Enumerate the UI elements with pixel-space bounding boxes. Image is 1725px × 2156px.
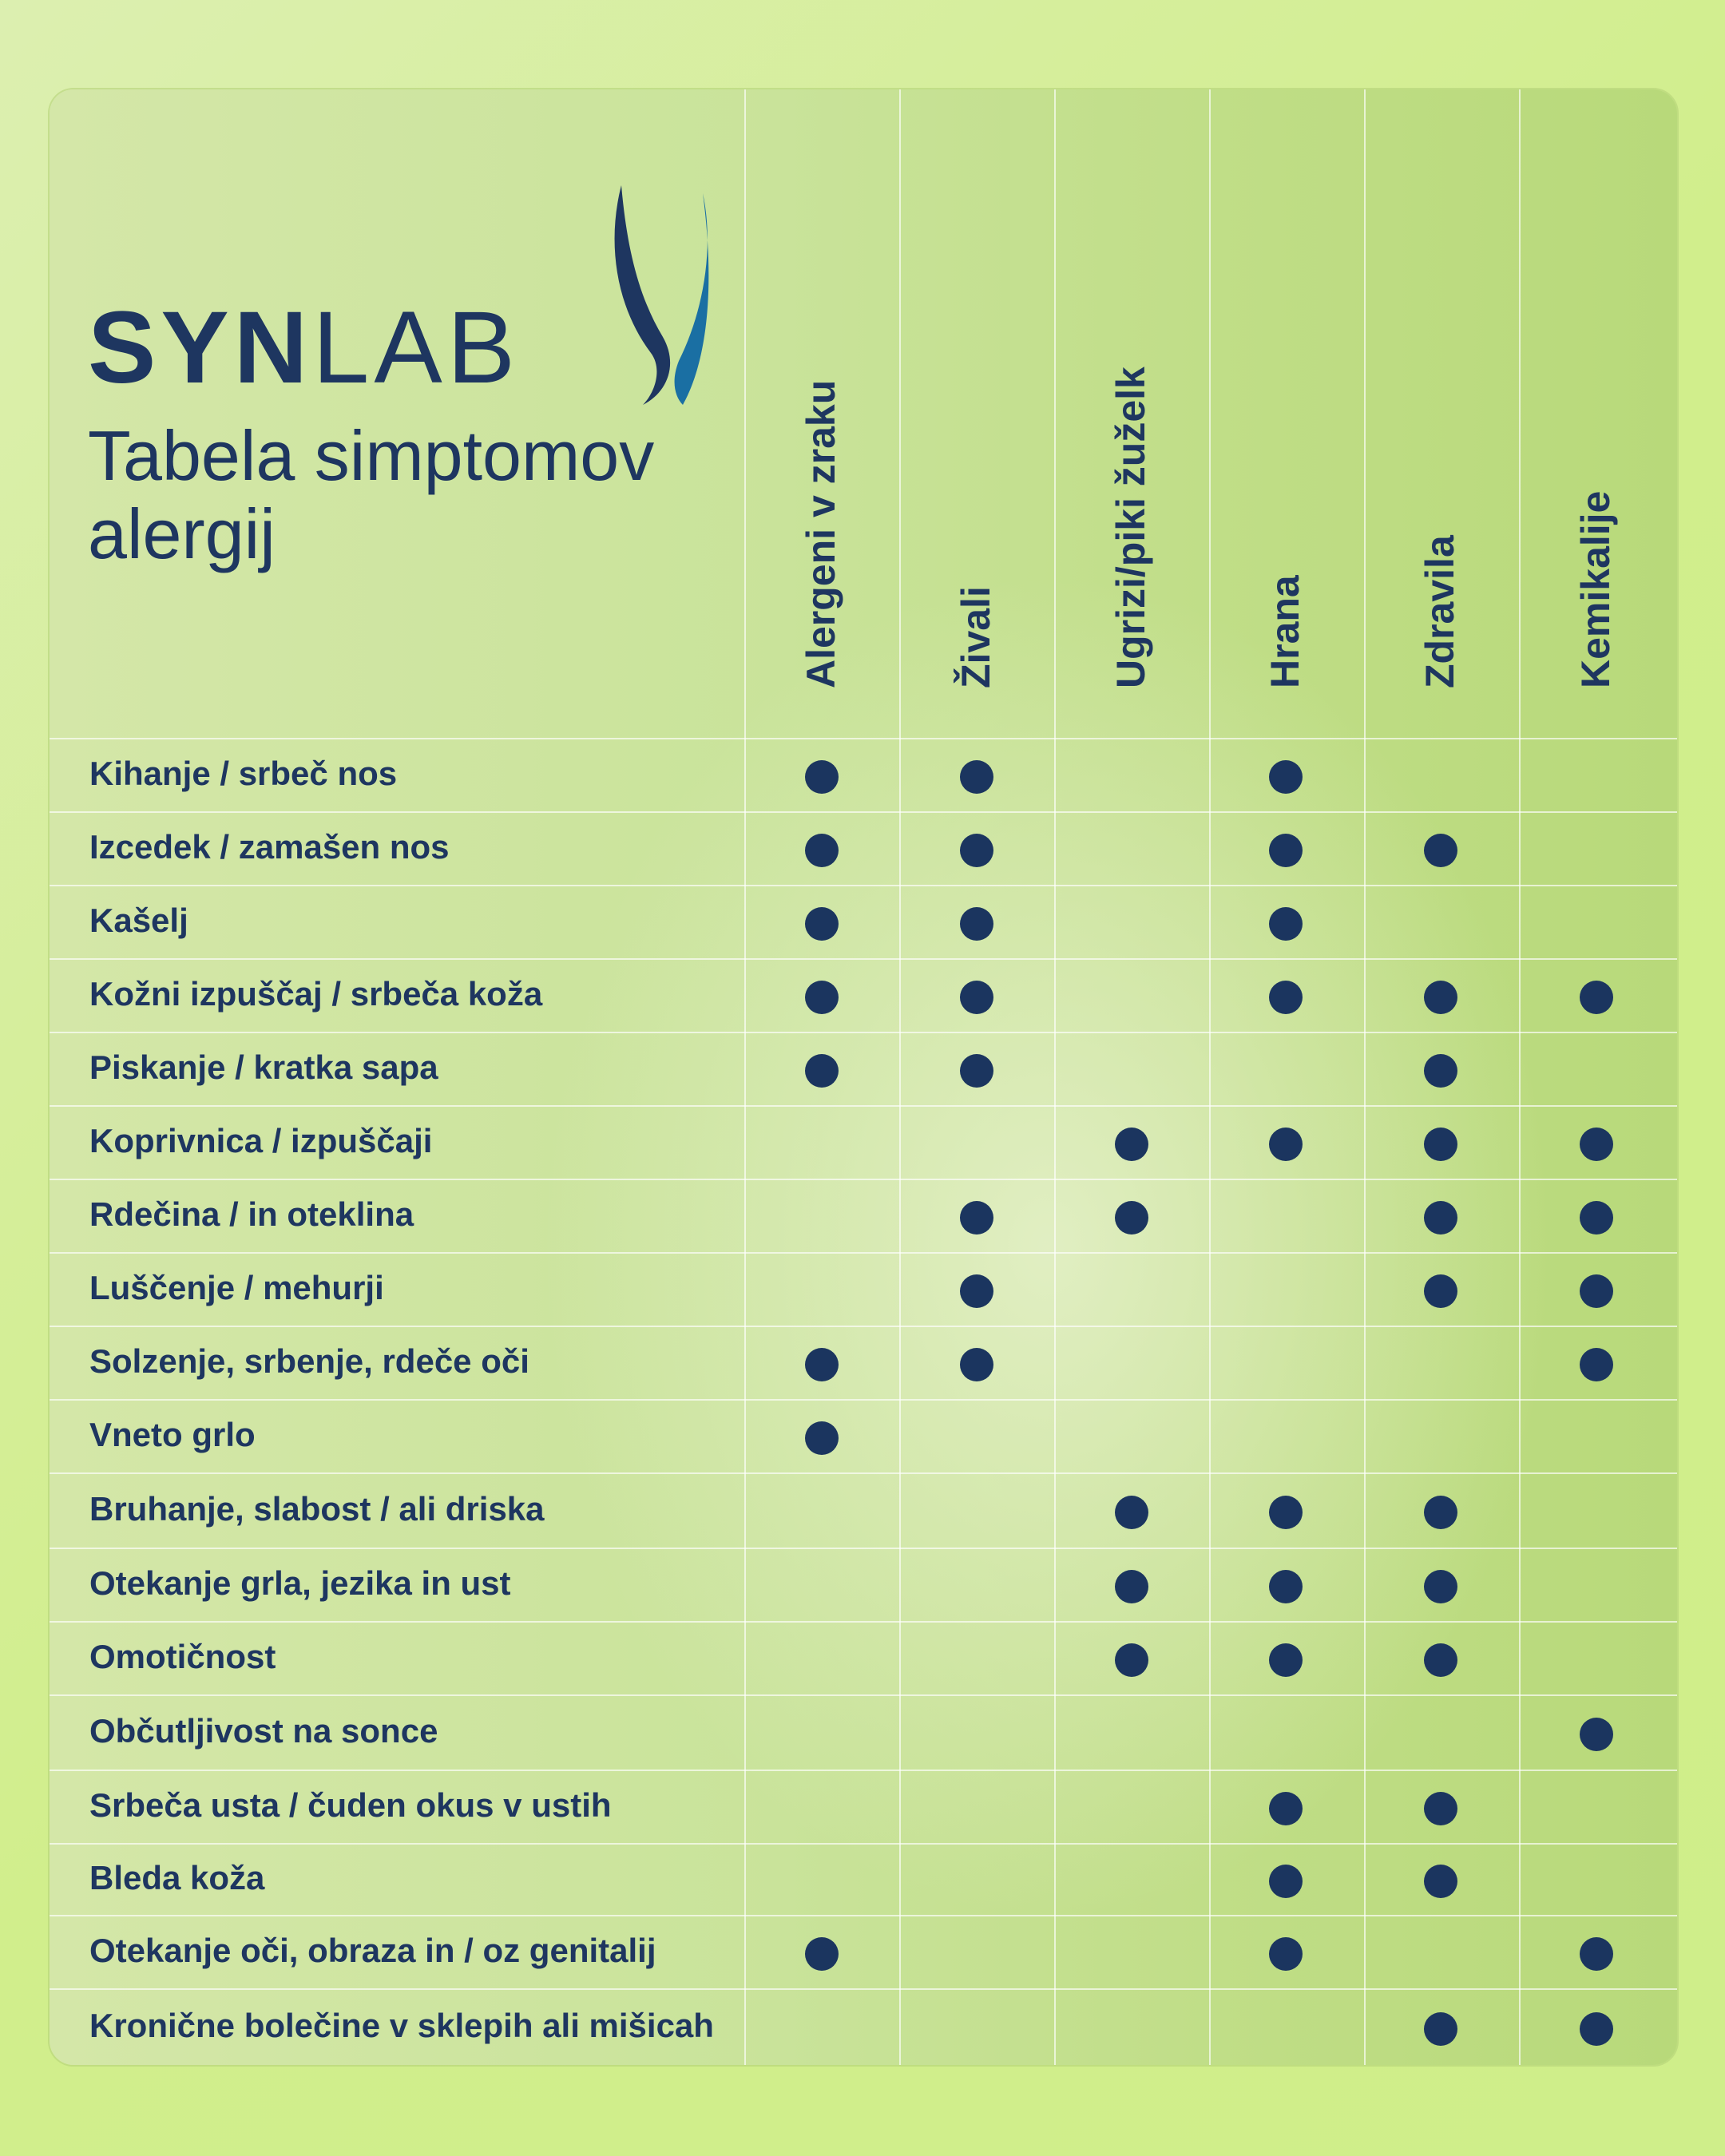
symptom-dot-icon	[1424, 1792, 1457, 1825]
symptom-dot-icon	[1424, 1201, 1457, 1235]
logo-wordmark: SYNLAB	[88, 291, 521, 405]
row-label: Solzenje, srbenje, rdeče oči	[89, 1342, 529, 1380]
row-label: Rdečina / in oteklina	[89, 1195, 414, 1233]
symptom-dot-icon	[1115, 1201, 1148, 1235]
symptom-dot-icon	[1424, 1128, 1457, 1161]
symptom-dot-icon	[960, 981, 993, 1014]
row-label: Omotičnost	[89, 1638, 276, 1675]
symptom-dot-icon	[1580, 1348, 1613, 1381]
row-divider	[50, 1843, 1677, 1845]
row-divider	[50, 1694, 1677, 1696]
symptom-dot-icon	[805, 1421, 839, 1455]
symptom-dot-icon	[1424, 2012, 1457, 2046]
column-divider	[744, 89, 746, 2065]
column-header-label: Ugrizi/piki žuželk	[1108, 367, 1153, 688]
row-divider	[50, 1032, 1677, 1033]
symptom-dot-icon	[805, 1348, 839, 1381]
symptom-dot-icon	[960, 760, 993, 794]
symptom-dot-icon	[960, 834, 993, 867]
row-label: Srbeča usta / čuden okus v ustih	[89, 1786, 612, 1824]
row-label: Kožni izpuščaj / srbeča koža	[89, 975, 543, 1013]
row-divider	[50, 1621, 1677, 1623]
column-divider	[1519, 89, 1521, 2065]
row-divider	[50, 1988, 1677, 1990]
row-divider	[50, 885, 1677, 886]
symptom-dot-icon	[805, 760, 839, 794]
symptom-dot-icon	[805, 1054, 839, 1088]
symptom-dot-icon	[960, 1274, 993, 1308]
row-label: Kronične bolečine v sklepih ali mišicah	[89, 2007, 714, 2044]
symptom-dot-icon	[1269, 981, 1303, 1014]
column-divider	[1364, 89, 1366, 2065]
symptom-dot-icon	[1424, 1054, 1457, 1088]
symptom-dot-icon	[960, 1348, 993, 1381]
row-divider	[50, 811, 1677, 813]
symptom-dot-icon	[805, 981, 839, 1014]
row-label: Kašelj	[89, 902, 188, 939]
row-label: Koprivnica / izpuščaji	[89, 1122, 433, 1159]
row-label: Izcedek / zamašen nos	[89, 828, 450, 866]
row-divider	[50, 958, 1677, 960]
symptom-dot-icon	[1580, 1201, 1613, 1235]
column-header-label: Živali	[954, 586, 998, 688]
symptom-dot-icon	[1269, 834, 1303, 867]
row-divider	[50, 1548, 1677, 1549]
symptom-dot-icon	[1580, 1937, 1613, 1971]
symptom-dot-icon	[1269, 1865, 1303, 1898]
row-label: Otekanje grla, jezika in ust	[89, 1564, 511, 1602]
symptom-dot-icon	[1269, 907, 1303, 941]
symptom-dot-icon	[1424, 1570, 1457, 1603]
column-header-label: Alergeni v zraku	[799, 379, 843, 688]
page-title: Tabela simptomov alergij	[88, 416, 655, 573]
column-divider	[1209, 89, 1211, 2065]
column-divider	[899, 89, 901, 2065]
row-label: Občutljivost na sonce	[89, 1712, 438, 1750]
symptom-dot-icon	[1424, 1865, 1457, 1898]
symptom-dot-icon	[1115, 1643, 1148, 1677]
row-label: Kihanje / srbeč nos	[89, 755, 398, 792]
symptom-dot-icon	[1269, 1792, 1303, 1825]
symptom-dot-icon	[1269, 1570, 1303, 1603]
column-header-label: Kemikalije	[1573, 490, 1618, 688]
symptom-dot-icon	[1424, 981, 1457, 1014]
row-divider	[50, 1326, 1677, 1327]
row-divider	[50, 1915, 1677, 1916]
logo-wave-icon	[607, 177, 711, 409]
symptom-dot-icon	[1424, 834, 1457, 867]
symptom-dot-icon	[1269, 760, 1303, 794]
symptom-dot-icon	[1269, 1937, 1303, 1971]
column-divider	[1054, 89, 1056, 2065]
column-header-label: Zdravila	[1418, 535, 1462, 688]
symptom-dot-icon	[1580, 1128, 1613, 1161]
symptom-dot-icon	[1115, 1570, 1148, 1603]
row-divider	[50, 738, 1677, 739]
row-divider	[50, 1252, 1677, 1254]
symptom-dot-icon	[805, 1937, 839, 1971]
row-label: Bleda koža	[89, 1859, 265, 1896]
symptom-dot-icon	[1580, 1718, 1613, 1751]
symptom-dot-icon	[960, 907, 993, 941]
symptom-dot-icon	[1269, 1496, 1303, 1529]
symptom-dot-icon	[805, 834, 839, 867]
column-header-label: Hrana	[1263, 575, 1307, 688]
row-label: Bruhanje, slabost / ali driska	[89, 1490, 545, 1528]
symptom-dot-icon	[1580, 981, 1613, 1014]
row-label: Vneto grlo	[89, 1416, 256, 1453]
symptom-dot-icon	[1424, 1496, 1457, 1529]
symptom-dot-icon	[1580, 2012, 1613, 2046]
row-divider	[50, 1770, 1677, 1771]
row-divider	[50, 1179, 1677, 1180]
symptom-table-card	[50, 89, 1677, 2065]
row-label: Luščenje / mehurji	[89, 1269, 384, 1306]
symptom-dot-icon	[1115, 1496, 1148, 1529]
row-divider	[50, 1399, 1677, 1401]
symptom-dot-icon	[1580, 1274, 1613, 1308]
symptom-dot-icon	[1115, 1128, 1148, 1161]
row-divider	[50, 1105, 1677, 1107]
symptom-dot-icon	[1424, 1643, 1457, 1677]
row-divider	[50, 1472, 1677, 1474]
symptom-dot-icon	[1269, 1128, 1303, 1161]
row-label: Piskanje / kratka sapa	[89, 1048, 438, 1086]
symptom-dot-icon	[960, 1054, 993, 1088]
symptom-dot-icon	[805, 907, 839, 941]
symptom-dot-icon	[960, 1201, 993, 1235]
symptom-dot-icon	[1269, 1643, 1303, 1677]
synlab-logo	[88, 177, 711, 409]
symptom-dot-icon	[1424, 1274, 1457, 1308]
row-label: Otekanje oči, obraza in / oz genitalij	[89, 1932, 656, 1969]
